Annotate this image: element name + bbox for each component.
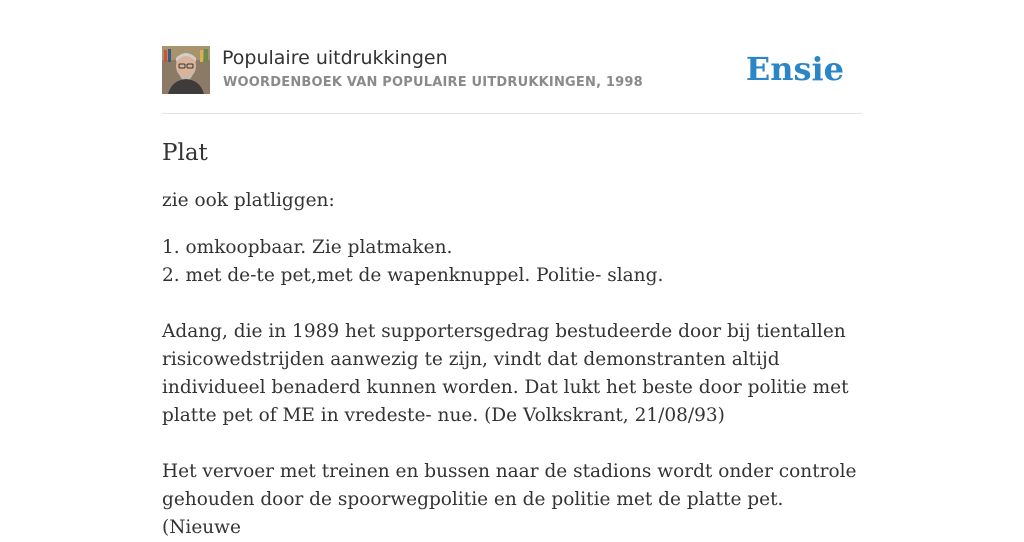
definition-item: 1. omkoopbaar. Zie platmaken. (162, 237, 453, 258)
source-title[interactable]: Populaire uitdrukkingen (222, 47, 448, 69)
author-portrait-icon[interactable] (162, 46, 210, 94)
quote-paragraph: Adang, die in 1989 het supportersgedrag bestudeerde door bij tientallen risicowedstrijden aanwezig te zijn, vindt dat demonstranten altijd individueel benaderd kunnen worden. Dat lukt het beste door politie met platte pet of ME in vredeste- nue. (De Volkskrant, 21/08/93) (162, 321, 849, 426)
source-subtitle: WOORDENBOEK VAN POPULAIRE UITDRUKKINGEN, 1998 (223, 75, 643, 90)
source-header (162, 46, 862, 114)
quote-paragraph: Het vervoer met treinen en bussen naar de stadions wordt onder controle gehouden door de spoorwegpolitie en de politie met de platte pet. (Nieuwe (162, 461, 857, 538)
definition-list (162, 234, 862, 290)
entry-intro: zie ook platliggen: (162, 190, 335, 211)
definition-item: 2. met de-te pet,met de wapenknuppel. Politie- slang. (162, 265, 664, 286)
entry-headword: Plat (162, 140, 208, 166)
ensie-logo[interactable]: Ensie (745, 50, 844, 88)
dictionary-entry (162, 132, 862, 542)
